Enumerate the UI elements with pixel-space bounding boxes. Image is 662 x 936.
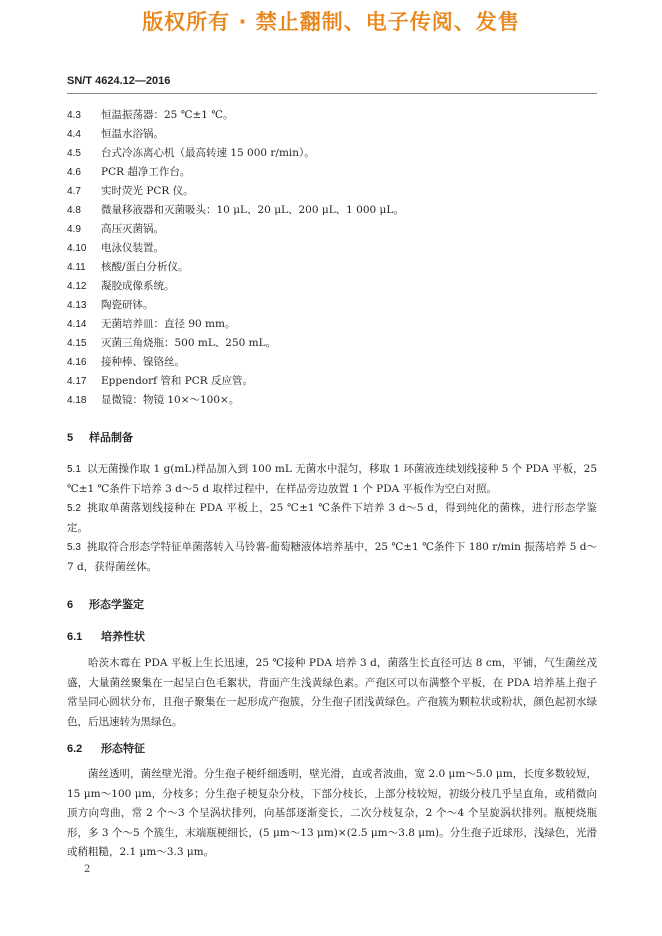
item-number: 4.11 [67, 262, 86, 273]
item-number: 4.4 [67, 129, 81, 140]
section-6-heading [67, 596, 144, 612]
item-5-3 [67, 538, 597, 577]
item-number: 4.15 [67, 338, 87, 349]
equipment-item [67, 315, 597, 334]
item-number: 5.2 [67, 503, 81, 514]
equipment-item [67, 106, 597, 125]
item-number: 4.18 [67, 395, 87, 406]
subsection-6-2-heading [67, 740, 145, 756]
section-title: 形态学鉴定 [89, 598, 144, 611]
item-number: 5.1 [67, 464, 81, 475]
item-text: 恒温振荡器：25 ℃±1 ℃。 [101, 109, 234, 121]
standard-number: SN/T 4624.12—2016 [67, 75, 171, 87]
item-text: 电泳仪装置。 [101, 242, 164, 254]
culture-characteristics-text: 哈茨木霉在 PDA 平板上生长迅速，25 ℃接种 PDA 培养 3 d，菌落生长直径可达 8 cm，平铺，气生菌丝茂盛，大量菌丝聚集在一起呈白色毛絮状，背面产生浅黄绿色素。产孢区可以布满整个平板，在 PDA 培养基上孢子常呈同心圆状分布，且孢子聚集在一起形成产孢簇，分生孢子团浅黄绿色。产孢簇为颗粒状或粉状，颜色起初水绿色，后迅速转为黑绿色。 [67, 657, 597, 728]
equipment-item [67, 239, 597, 258]
item-text: 高压灭菌锅。 [101, 223, 164, 235]
item-text: 显微镜：物镜 10×～100×。 [101, 394, 240, 406]
morphology-text: 菌丝透明，菌丝壁光滑。分生孢子梗纤细透明，壁光滑，直或者波曲，宽 2.0 μm～5.0 μm，长度多数较短，15 μm～100 μm，分枝多；分生孢子梗复杂分枝，下部分枝长，上部分枝较短，初级分枝几乎呈直角，或稍微向顶方向弯曲，常 2 个～3 个呈涡状排列，向基部逐渐变长，二次分枝复杂，2 个～4 个呈旋涡状排列。瓶梗烧瓶形，多 3 个～5 个簇生，末端瓶梗细长，(5 μm～13 μm)×(2.5 μm～3.8 μm)。分生孢子近球形，浅绿色，光滑或稍粗糙，2.1 μm～3.3 μm。 [67, 768, 597, 858]
equipment-item [67, 125, 597, 144]
item-number: 4.16 [67, 357, 87, 368]
item-text: Eppendorf 管和 PCR 反应管。 [101, 375, 254, 387]
item-text: 无菌培养皿：直径 90 mm。 [101, 318, 236, 330]
equipment-item [67, 334, 597, 353]
item-number: 4.14 [67, 319, 87, 330]
item-number: 4.12 [67, 281, 87, 292]
section-number: 5 [67, 432, 74, 444]
item-number: 5.3 [67, 542, 81, 553]
item-text: PCR 超净工作台。 [101, 166, 191, 178]
equipment-item [67, 201, 597, 220]
item-text: 核酸/蛋白分析仪。 [101, 261, 189, 273]
item-number: 4.8 [67, 205, 81, 216]
item-number: 4.9 [67, 224, 81, 235]
item-5-1 [67, 460, 597, 499]
item-number: 4.17 [67, 376, 87, 387]
subsection-6-1-heading [67, 628, 145, 644]
item-text: 陶瓷研钵。 [101, 299, 154, 311]
item-number: 4.10 [67, 243, 87, 254]
equipment-list [67, 106, 597, 410]
equipment-item [67, 182, 597, 201]
equipment-item [67, 277, 597, 296]
watermark: 版权所有 · 禁止翻制、电子传阅、发售 [142, 10, 520, 34]
subsection-number: 6.2 [67, 743, 83, 755]
item-5-2 [67, 499, 597, 538]
item-text: 以无菌操作取 1 g(mL)样品加入到 100 mL 无菌水中混匀，移取 1 环菌液连续划线接种 5 个 PDA 平板，25 ℃±1 ℃条件下培养 3 d～5 d 取样过程中，在样品旁边放置 1 个 PDA 平板作为空白对照。 [67, 463, 597, 495]
subsection-title: 培养性状 [101, 630, 145, 643]
item-number: 4.7 [67, 186, 81, 197]
item-number: 4.3 [67, 110, 81, 121]
equipment-item [67, 296, 597, 315]
subsection-title: 形态特征 [101, 742, 145, 755]
item-text: 实时荧光 PCR 仪。 [101, 185, 194, 197]
equipment-item [67, 144, 597, 163]
item-text: 挑取符合形态学特征单菌落转入马铃薯-葡萄糖液体培养基中，25 ℃±1 ℃条件下 180 r/min 振荡培养 5 d～7 d，获得菌丝体。 [67, 541, 597, 573]
section-number: 6 [67, 599, 74, 611]
item-text: 恒温水浴锅。 [101, 128, 164, 140]
item-text: 接种棒、镍铬丝。 [101, 356, 185, 368]
equipment-item [67, 372, 597, 391]
item-number: 4.6 [67, 167, 81, 178]
page-number: 2 [84, 864, 91, 875]
item-text: 灭菌三角烧瓶：500 mL、250 mL。 [101, 337, 277, 349]
item-number: 4.13 [67, 300, 87, 311]
subsection-number: 6.1 [67, 631, 83, 643]
equipment-item [67, 163, 597, 182]
item-text: 凝胶成像系统。 [101, 280, 175, 292]
section-title: 样品制备 [89, 431, 133, 444]
section-5-heading [67, 429, 133, 445]
header-rule [67, 93, 597, 94]
equipment-item [67, 258, 597, 277]
equipment-item [67, 220, 597, 239]
item-text: 挑取单菌落划线接种在 PDA 平板上，25 ℃±1 ℃条件下培养 3 d～5 d，得到纯化的菌株，进行形态学鉴定。 [67, 502, 597, 534]
equipment-item [67, 391, 597, 410]
item-text: 台式冷冻离心机（最高转速 15 000 r/min）。 [101, 147, 315, 159]
item-text: 微量移液器和灭菌吸头：10 μL、20 μL、200 μL、1 000 μL。 [101, 204, 404, 216]
item-number: 4.5 [67, 148, 81, 159]
equipment-item [67, 353, 597, 372]
